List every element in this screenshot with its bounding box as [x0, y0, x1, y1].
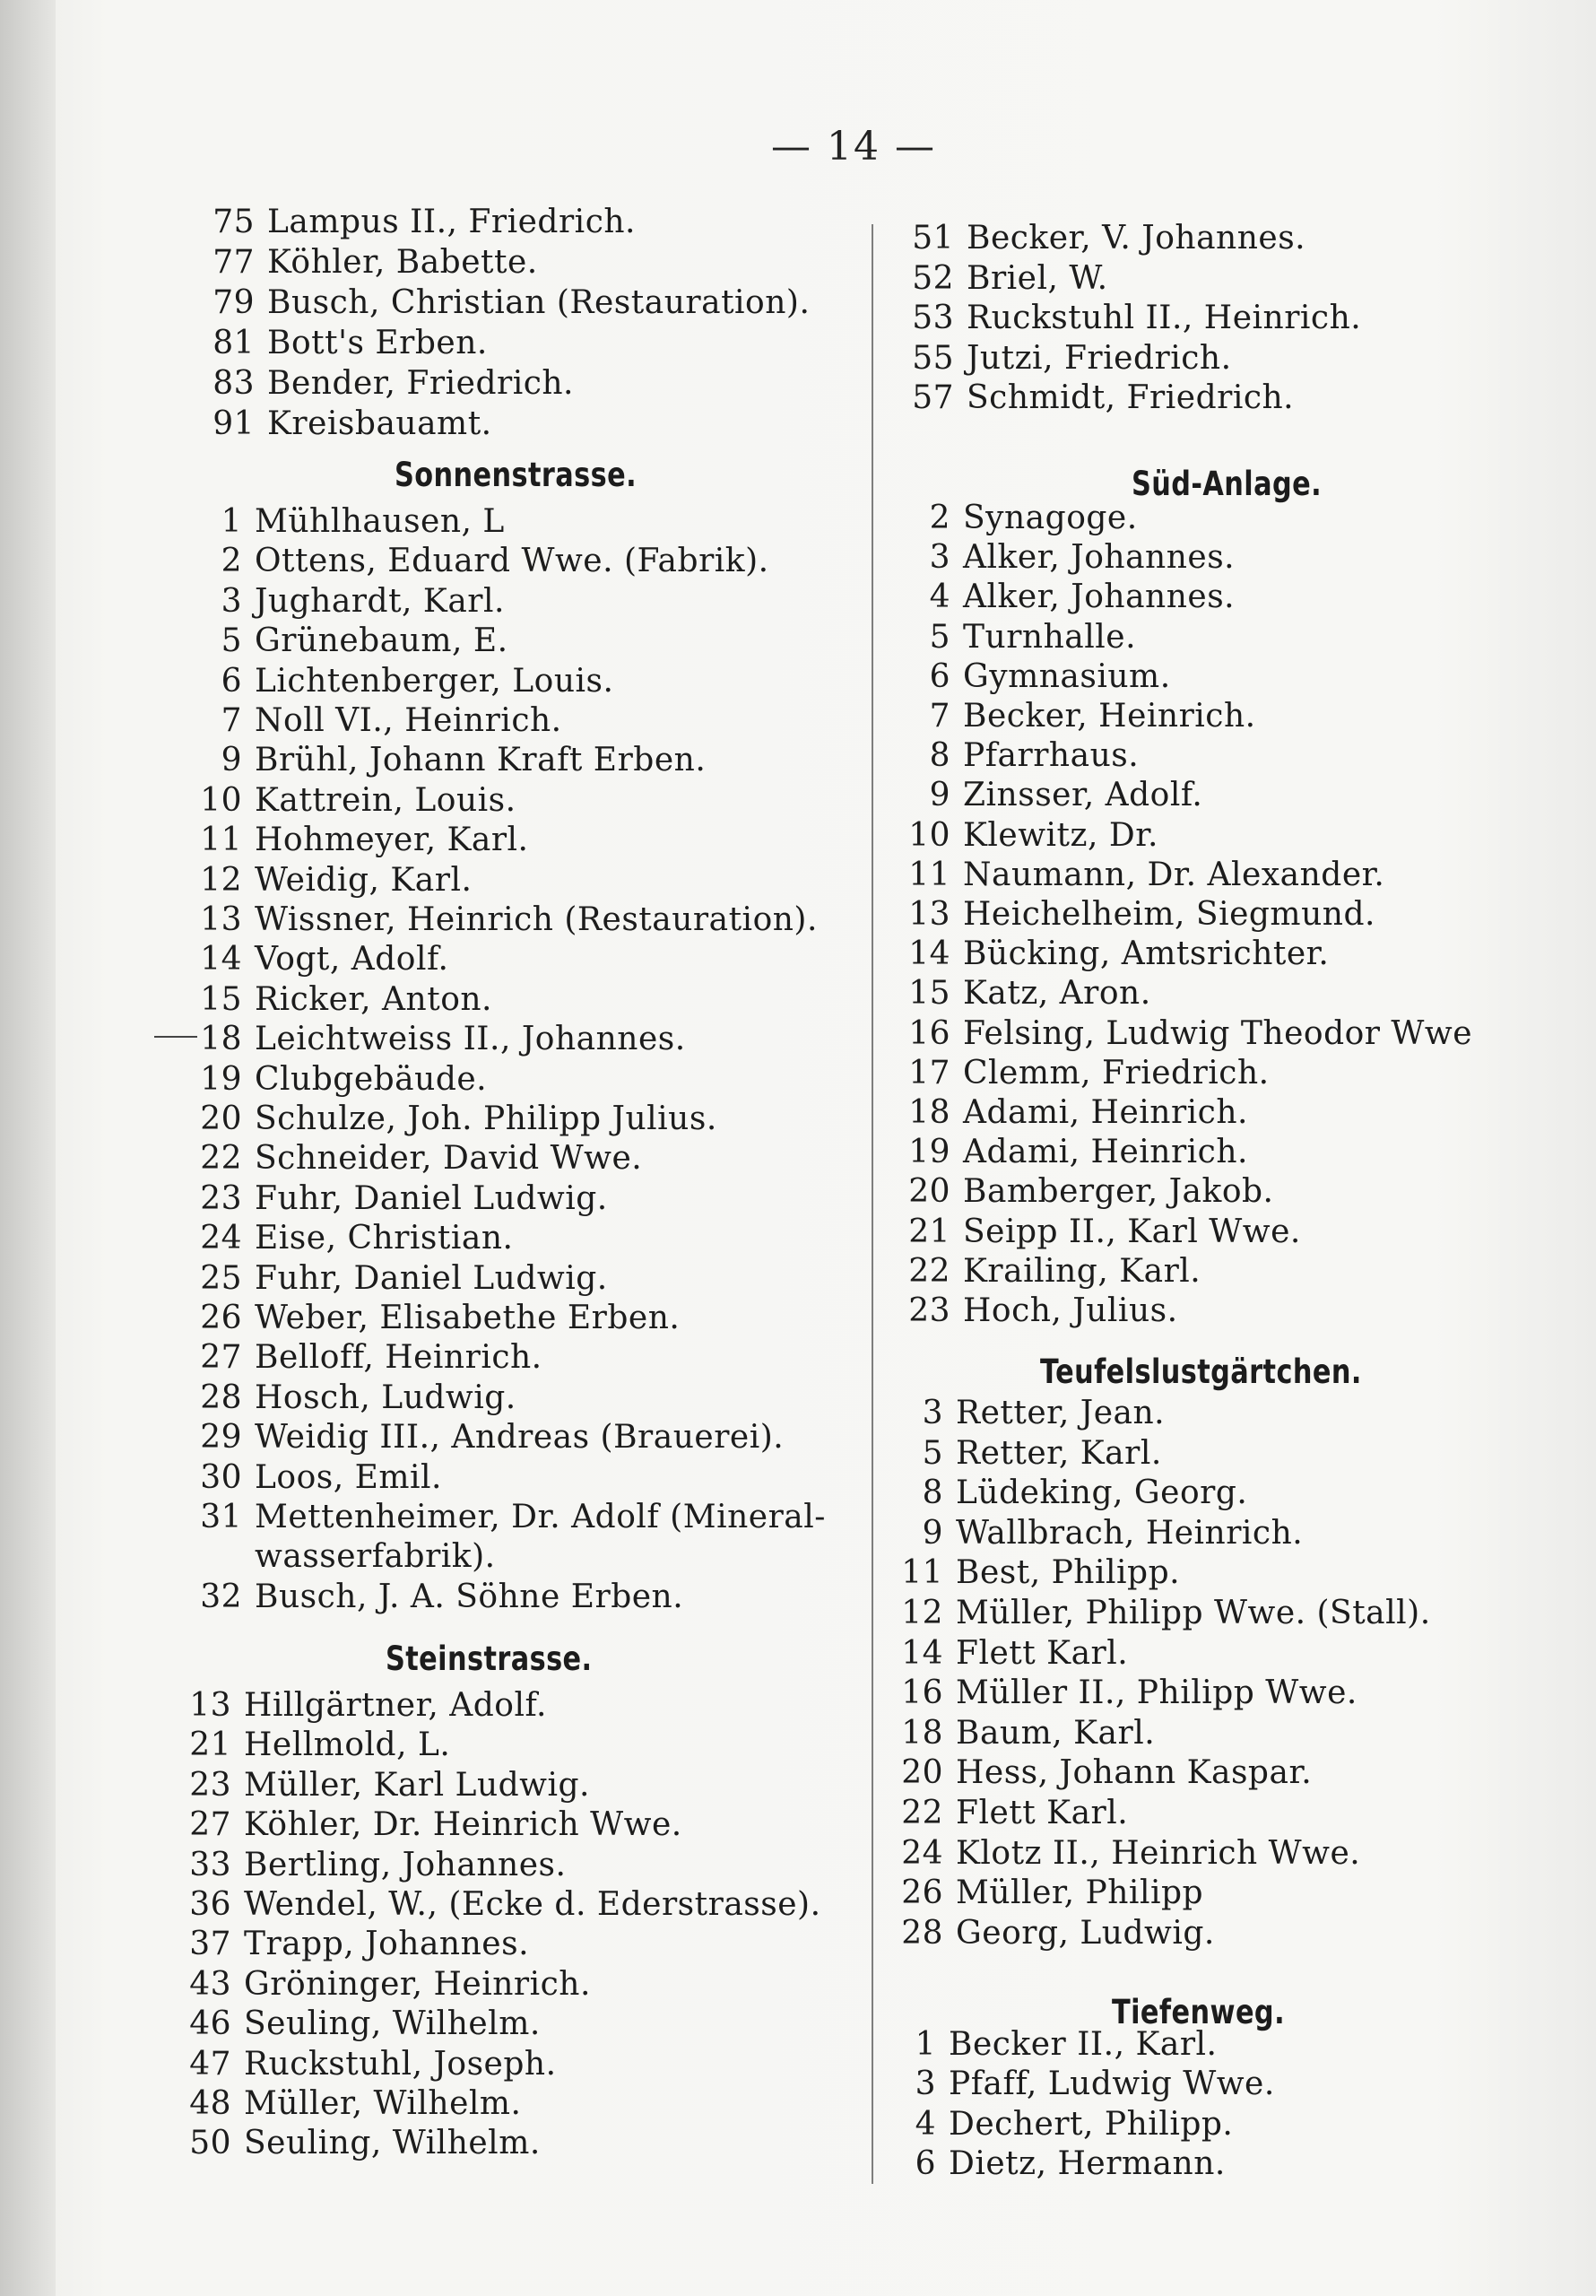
resident-name: Wallbrach, Heinrich. [956, 1515, 1304, 1552]
house-number: 10 [200, 782, 242, 819]
address-entry [902, 339, 1232, 378]
resident-name: Retter, Karl. [956, 1435, 1162, 1472]
address-entry [190, 622, 508, 661]
address-entry [891, 1553, 1180, 1593]
house-number: 51 [912, 220, 954, 257]
house-number: 9 [221, 742, 242, 778]
address-entry [179, 1885, 821, 1925]
house-number: 23 [189, 1767, 231, 1804]
resident-name: Weidig III., Andreas (Brauerei). [255, 1419, 785, 1456]
resident-name: Naumann, Dr. Alexander. [963, 857, 1385, 893]
address-entry [898, 935, 1329, 974]
house-number: 79 [213, 284, 255, 321]
address-entry [891, 1634, 1128, 1674]
resident-name: Bücking, Amtsrichter. [963, 935, 1330, 972]
resident-name: Loos, Emil. [255, 1459, 443, 1496]
address-entry [190, 900, 818, 940]
address-entry [190, 701, 562, 741]
resident-name: Hellmold, L. [244, 1726, 451, 1763]
address-entry [203, 283, 810, 323]
resident-name: Adami, Heinrich. [963, 1134, 1248, 1170]
house-number: 9 [922, 1515, 943, 1552]
house-number: 3 [929, 539, 950, 576]
address-entry [902, 378, 1294, 418]
address-entry [891, 1874, 1203, 1913]
resident-name: Mühlhausen, L [255, 503, 505, 540]
resident-name: Georg, Ludwig. [956, 1915, 1215, 1952]
house-number: 33 [189, 1847, 231, 1883]
resident-name: Eise, Christian. [255, 1220, 514, 1257]
address-entry [190, 1299, 680, 1338]
house-number: 20 [901, 1754, 943, 1791]
resident-name: Alker, Johannes. [963, 539, 1236, 576]
house-number: 22 [200, 1140, 242, 1177]
resident-name: Becker, V. Johannes. [967, 220, 1306, 257]
house-number: 14 [200, 941, 242, 978]
resident-name: Vogt, Adolf. [255, 941, 449, 978]
house-number: 4 [915, 2106, 936, 2143]
house-number: 55 [912, 340, 954, 377]
address-entry [898, 697, 1256, 736]
address-entry [190, 1498, 826, 1537]
house-number: 25 [200, 1260, 242, 1297]
resident-name: Schneider, David Wwe. [255, 1140, 643, 1177]
house-number: 18 [901, 1715, 943, 1752]
resident-name: Best, Philipp. [956, 1554, 1181, 1591]
resident-name: Lampus II., Friedrich. [267, 204, 636, 240]
address-entry [190, 1219, 513, 1258]
house-number: 19 [908, 1134, 950, 1170]
resident-name: Weidig, Karl. [255, 862, 473, 899]
address-entry [190, 1060, 487, 1100]
address-entry [190, 1378, 516, 1418]
address-entry [898, 499, 1138, 538]
resident-name: Wissner, Heinrich (Restauration). [255, 901, 818, 938]
address-entry [898, 538, 1235, 578]
house-number: 6 [221, 663, 242, 700]
resident-name: Retter, Jean. [956, 1395, 1166, 1431]
resident-name: Heichelheim, Siegmund. [963, 896, 1375, 933]
address-entry [179, 2045, 557, 2084]
address-entry [891, 1753, 1312, 1793]
resident-name: Müller, Philipp Wwe. (Stall). [956, 1595, 1431, 1631]
resident-name: Baum, Karl. [956, 1715, 1156, 1752]
house-number: 22 [908, 1253, 950, 1290]
address-entry [190, 1020, 686, 1059]
resident-name: Ottens, Eduard Wwe. (Fabrik). [255, 543, 769, 579]
house-number: 30 [200, 1459, 242, 1496]
resident-name: Dechert, Philipp. [949, 2106, 1234, 2143]
street-heading: Teufelslustgärtchen. [1040, 1352, 1362, 1391]
resident-name: Pfaff, Ludwig Wwe. [949, 2066, 1275, 2102]
resident-name: Bertling, Johannes. [244, 1847, 567, 1883]
resident-name: Bamberger, Jakob. [963, 1173, 1274, 1210]
resident-name: Weber, Elisabethe Erben. [255, 1300, 681, 1336]
house-number: 13 [189, 1687, 231, 1724]
house-number: 12 [200, 862, 242, 899]
house-number: 1 [915, 2026, 936, 2063]
address-entry [884, 2105, 1233, 2144]
address-entry [190, 582, 505, 622]
house-number: 11 [200, 822, 242, 858]
address-entry [190, 1537, 496, 1577]
resident-name: Zinsser, Adolf. [963, 777, 1203, 813]
address-entry [898, 1252, 1201, 1292]
resident-name: Lüdeking, Georg. [956, 1474, 1248, 1511]
resident-name: Fuhr, Daniel Ludwig. [255, 1260, 608, 1297]
address-entry [190, 1338, 542, 1378]
house-number: 26 [901, 1874, 943, 1911]
resident-name: Hosch, Ludwig. [255, 1379, 516, 1416]
house-number: 32 [200, 1578, 242, 1615]
house-number: 5 [221, 622, 242, 659]
address-entry [898, 657, 1171, 697]
address-entry [190, 741, 706, 780]
resident-name: Seuling, Wilhelm. [244, 2125, 541, 2161]
resident-name: Turnhalle. [963, 619, 1137, 656]
house-number: 23 [908, 1292, 950, 1329]
house-number: 16 [908, 1015, 950, 1052]
house-number: 21 [908, 1213, 950, 1250]
resident-name: Müller II., Philipp Wwe. [956, 1674, 1357, 1711]
page-number: — 14 — [771, 124, 936, 170]
address-entry [898, 736, 1139, 776]
address-entry [190, 940, 448, 979]
house-number: 24 [901, 1835, 943, 1872]
resident-name: Alker, Johannes. [963, 578, 1236, 615]
resident-name: Ruckstuhl II., Heinrich. [967, 300, 1362, 336]
address-entry [190, 662, 613, 701]
address-entry [891, 1714, 1155, 1753]
address-entry [891, 1674, 1357, 1713]
column-divider [872, 224, 873, 2184]
street-heading: Sonnenstrasse. [395, 456, 638, 494]
resident-name: Becker II., Karl. [949, 2026, 1218, 2063]
house-number: 26 [200, 1300, 242, 1336]
house-number: 47 [189, 2046, 231, 2083]
address-entry [898, 1133, 1248, 1172]
resident-name: Kreisbauamt. [267, 405, 492, 442]
house-number: 36 [189, 1886, 231, 1923]
resident-name: wasserfabrik). [255, 1538, 496, 1575]
resident-name: Adami, Heinrich. [963, 1094, 1248, 1131]
house-number: 7 [221, 702, 242, 739]
resident-name: Schmidt, Friedrich. [967, 379, 1295, 416]
resident-name: Gymnasium. [963, 658, 1171, 695]
house-number: 28 [901, 1915, 943, 1952]
resident-name: Fuhr, Daniel Ludwig. [255, 1180, 608, 1217]
address-entry [179, 1766, 590, 1805]
street-heading: Süd-Anlage. [1132, 465, 1323, 503]
address-entry [898, 618, 1136, 657]
house-number: 18 [200, 1021, 242, 1057]
house-number: 46 [189, 2005, 231, 2042]
house-number: 18 [908, 1094, 950, 1131]
resident-name: Klewitz, Dr. [963, 817, 1158, 854]
resident-name: Briel, W. [967, 260, 1108, 297]
address-entry [190, 1259, 608, 1299]
house-number: 19 [200, 1061, 242, 1098]
address-entry [179, 1846, 566, 1885]
resident-name: Jughardt, Karl. [255, 583, 505, 620]
address-entry [190, 1458, 442, 1498]
house-number: 37 [189, 1926, 231, 1962]
resident-name: Noll VI., Heinrich. [255, 702, 562, 739]
house-number: 5 [929, 619, 950, 656]
resident-name: Ruckstuhl, Joseph. [244, 2046, 557, 2083]
house-number: 31 [200, 1499, 242, 1535]
address-entry [190, 542, 769, 581]
address-entry [179, 1965, 591, 2005]
resident-name: Lichtenberger, Louis. [255, 663, 614, 700]
address-entry [898, 1093, 1248, 1133]
house-number: 24 [200, 1220, 242, 1257]
house-number: 8 [922, 1474, 943, 1511]
house-number: 77 [213, 244, 255, 281]
address-entry [902, 259, 1108, 299]
house-number: 22 [901, 1795, 943, 1831]
house-number: 91 [213, 405, 255, 442]
resident-name: Seipp II., Karl Wwe. [963, 1213, 1301, 1250]
address-entry [898, 578, 1235, 617]
house-number: 48 [189, 2085, 231, 2122]
address-entry [203, 324, 488, 363]
house-number: 4 [929, 578, 950, 615]
address-entry [902, 299, 1361, 338]
house-number: 13 [200, 901, 242, 938]
resident-name: Müller, Karl Ludwig. [244, 1767, 590, 1804]
resident-name: Katz, Aron. [963, 975, 1151, 1012]
address-entry [898, 1054, 1270, 1093]
resident-name: Klotz II., Heinrich Wwe. [956, 1835, 1361, 1872]
address-entry [898, 1172, 1273, 1212]
address-entry [898, 856, 1384, 895]
house-number: 15 [200, 981, 242, 1018]
address-entry [179, 1726, 450, 1765]
house-number: 15 [908, 975, 950, 1012]
house-number: 83 [213, 365, 255, 402]
address-entry [203, 243, 538, 283]
address-entry [190, 502, 505, 542]
house-number: 5 [922, 1435, 943, 1472]
house-number: 6 [915, 2145, 936, 2182]
house-number: 16 [901, 1674, 943, 1711]
house-number: 3 [221, 583, 242, 620]
house-number: 13 [908, 896, 950, 933]
address-entry [891, 1434, 1162, 1474]
address-entry [203, 404, 492, 444]
resident-name: Felsing, Ludwig Theodor Wwe [963, 1015, 1473, 1052]
address-entry [190, 1578, 683, 1617]
address-entry [891, 1914, 1215, 1953]
resident-name: Müller, Wilhelm. [244, 2085, 522, 2122]
address-entry [179, 1805, 682, 1845]
house-number: 8 [929, 737, 950, 774]
resident-name: Wendel, W., (Ecke d. Ederstrasse). [244, 1886, 821, 1923]
resident-name: Becker, Heinrich. [963, 698, 1256, 735]
house-number: 7 [929, 698, 950, 735]
house-number: 53 [912, 300, 954, 336]
address-entry [190, 781, 516, 821]
address-entry [884, 2065, 1275, 2104]
house-number: 29 [200, 1419, 242, 1456]
address-entry [891, 1514, 1303, 1553]
resident-name: Gröninger, Heinrich. [244, 1966, 591, 2003]
house-number: 20 [908, 1173, 950, 1210]
resident-name: Grünebaum, E. [255, 622, 508, 659]
resident-name: Köhler, Babette. [267, 244, 538, 281]
house-number: 57 [912, 379, 954, 416]
resident-name: Hohmeyer, Karl. [255, 822, 529, 858]
address-entry [898, 816, 1158, 856]
house-number: 2 [221, 543, 242, 579]
house-number: 75 [213, 204, 255, 240]
house-number: 28 [200, 1379, 242, 1416]
address-entry [902, 219, 1305, 258]
house-number: 11 [908, 857, 950, 893]
house-number: 6 [929, 658, 950, 695]
address-entry [190, 821, 529, 860]
address-entry [190, 1100, 717, 1139]
address-entry [179, 1686, 547, 1726]
house-number: 52 [912, 260, 954, 297]
street-heading: Tiefenweg. [1112, 1993, 1286, 2031]
address-entry [203, 203, 636, 242]
house-number: 20 [200, 1100, 242, 1137]
address-entry [898, 895, 1375, 935]
address-entry [203, 364, 574, 404]
resident-name: Seuling, Wilhelm. [244, 2005, 541, 2042]
resident-name: Pfarrhaus. [963, 737, 1140, 774]
address-entry [891, 1394, 1165, 1433]
house-number: 43 [189, 1966, 231, 2003]
resident-name: Flett Karl. [956, 1635, 1129, 1672]
house-number: 2 [929, 500, 950, 536]
resident-name: Dietz, Hermann. [949, 2145, 1226, 2182]
address-entry [898, 974, 1151, 1013]
address-entry [884, 2144, 1226, 2184]
house-number: 11 [901, 1554, 943, 1591]
house-number: 27 [200, 1339, 242, 1376]
house-number: 12 [901, 1595, 943, 1631]
address-entry [898, 776, 1202, 815]
resident-name: Hess, Johann Kaspar. [956, 1754, 1313, 1791]
resident-name: Mettenheimer, Dr. Adolf (Mineral- [255, 1499, 826, 1535]
address-entry [179, 1925, 529, 1964]
resident-name: Schulze, Joh. Philipp Julius. [255, 1100, 717, 1137]
resident-name: Köhler, Dr. Heinrich Wwe. [244, 1806, 682, 1843]
house-number: 1 [221, 503, 242, 540]
resident-name: Brühl, Johann Kraft Erben. [255, 742, 707, 778]
address-entry [898, 1213, 1301, 1252]
address-entry [898, 1014, 1472, 1054]
resident-name: Clemm, Friedrich. [963, 1055, 1270, 1091]
resident-name: Busch, J. A. Söhne Erben. [255, 1578, 684, 1615]
resident-name: Belloff, Heinrich. [255, 1339, 542, 1376]
house-number: 81 [213, 325, 255, 361]
house-number: 21 [189, 1726, 231, 1763]
resident-name: Kattrein, Louis. [255, 782, 516, 819]
resident-name: Hoch, Julius. [963, 1292, 1178, 1329]
address-entry [898, 1292, 1178, 1331]
house-number: 17 [908, 1055, 950, 1091]
address-entry [190, 1418, 784, 1457]
resident-name: Bender, Friedrich. [267, 365, 574, 402]
house-number: 3 [922, 1395, 943, 1431]
house-number: 3 [915, 2066, 936, 2102]
address-entry [884, 2025, 1218, 2065]
resident-name: Leichtweiss II., Johannes. [255, 1021, 686, 1057]
address-entry [190, 1139, 642, 1178]
house-number: 9 [929, 777, 950, 813]
resident-name: Ricker, Anton. [255, 981, 492, 1018]
resident-name: Krailing, Karl. [963, 1253, 1201, 1290]
resident-name: Clubgebäude. [255, 1061, 488, 1098]
address-entry [190, 980, 492, 1020]
resident-name: Bott's Erben. [267, 325, 488, 361]
house-number: 50 [189, 2125, 231, 2161]
resident-name: Trapp, Johannes. [244, 1926, 530, 1962]
page-edge-shadow [0, 0, 56, 2296]
address-entry [190, 861, 472, 900]
resident-name: Synagoge. [963, 500, 1138, 536]
house-number: 10 [908, 817, 950, 854]
address-entry [891, 1594, 1431, 1633]
resident-name: Flett Karl. [956, 1795, 1129, 1831]
address-entry [179, 2005, 541, 2044]
resident-name: Hillgärtner, Adolf. [244, 1687, 547, 1724]
resident-name: Jutzi, Friedrich. [967, 340, 1232, 377]
house-number: 14 [908, 935, 950, 972]
street-heading: Steinstrasse. [386, 1639, 593, 1678]
address-entry [179, 2084, 522, 2124]
house-number: 23 [200, 1180, 242, 1217]
house-number: 27 [189, 1806, 231, 1843]
address-entry [179, 2124, 541, 2163]
address-entry [891, 1474, 1247, 1513]
address-entry [190, 1179, 608, 1219]
address-entry [891, 1834, 1360, 1874]
house-number: 14 [901, 1635, 943, 1672]
resident-name: Müller, Philipp [956, 1874, 1204, 1911]
resident-name: Busch, Christian (Restauration). [267, 284, 811, 321]
address-entry [891, 1794, 1128, 1833]
